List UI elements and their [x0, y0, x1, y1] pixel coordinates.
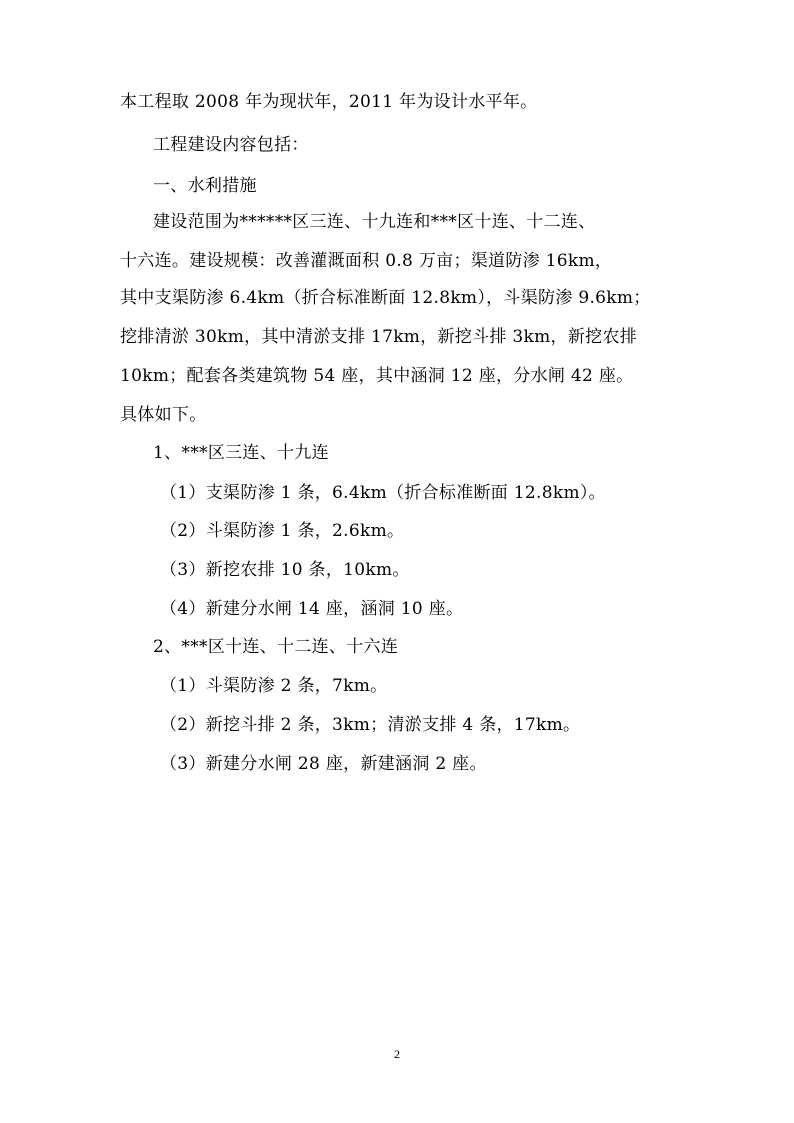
list-item: （2）斗渠防渗 1 条，2.6km。: [160, 521, 405, 541]
subsection-heading-2: 2、***区十连、十二连、十六连: [153, 637, 399, 657]
paragraph-line-4: 建设范围为******区三连、十九连和***区十连、十二连、: [153, 212, 596, 232]
list-item: （1）支渠防渗 1 条，6.4km（折合标准断面 12.8km）。: [160, 483, 606, 503]
paragraph-line-7: 挖排清淤 30km，其中清淤支排 17km，新挖斗排 3km，新挖农排: [120, 327, 638, 347]
list-item: （3）新建分水闸 28 座，新建涵洞 2 座。: [160, 754, 487, 774]
paragraph-line-1: 本工程取 2008 年为现状年，2011 年为设计水平年。: [120, 92, 538, 112]
subsection-heading-1: 1、***区三连、十九连: [153, 443, 329, 463]
paragraph-line-6: 其中支渠防渗 6.4km（折合标准断面 12.8km），斗渠防渗 9.6km；: [120, 288, 651, 308]
paragraph-line-5: 十六连。建设规模：改善灌溉面积 0.8 万亩；渠道防渗 16km，: [120, 251, 613, 271]
page-number: 2: [394, 1047, 400, 1061]
paragraph-line-9: 具体如下。: [120, 405, 207, 425]
section-heading-water-measures: 一、水利措施: [153, 176, 257, 196]
paragraph-line-8: 10km；配套各类建筑物 54 座，其中涵洞 12 座，分水闸 42 座。: [120, 366, 634, 386]
section-intro: 工程建设内容包括：: [153, 135, 309, 155]
list-item: （2）新挖斗排 2 条，3km；清淤支排 4 条，17km。: [160, 715, 581, 735]
list-item: （3）新挖农排 10 条，10km。: [160, 560, 410, 580]
list-item: （4）新建分水闸 14 座，涵洞 10 座。: [160, 599, 464, 619]
list-item: （1）斗渠防渗 2 条，7km。: [160, 676, 388, 696]
